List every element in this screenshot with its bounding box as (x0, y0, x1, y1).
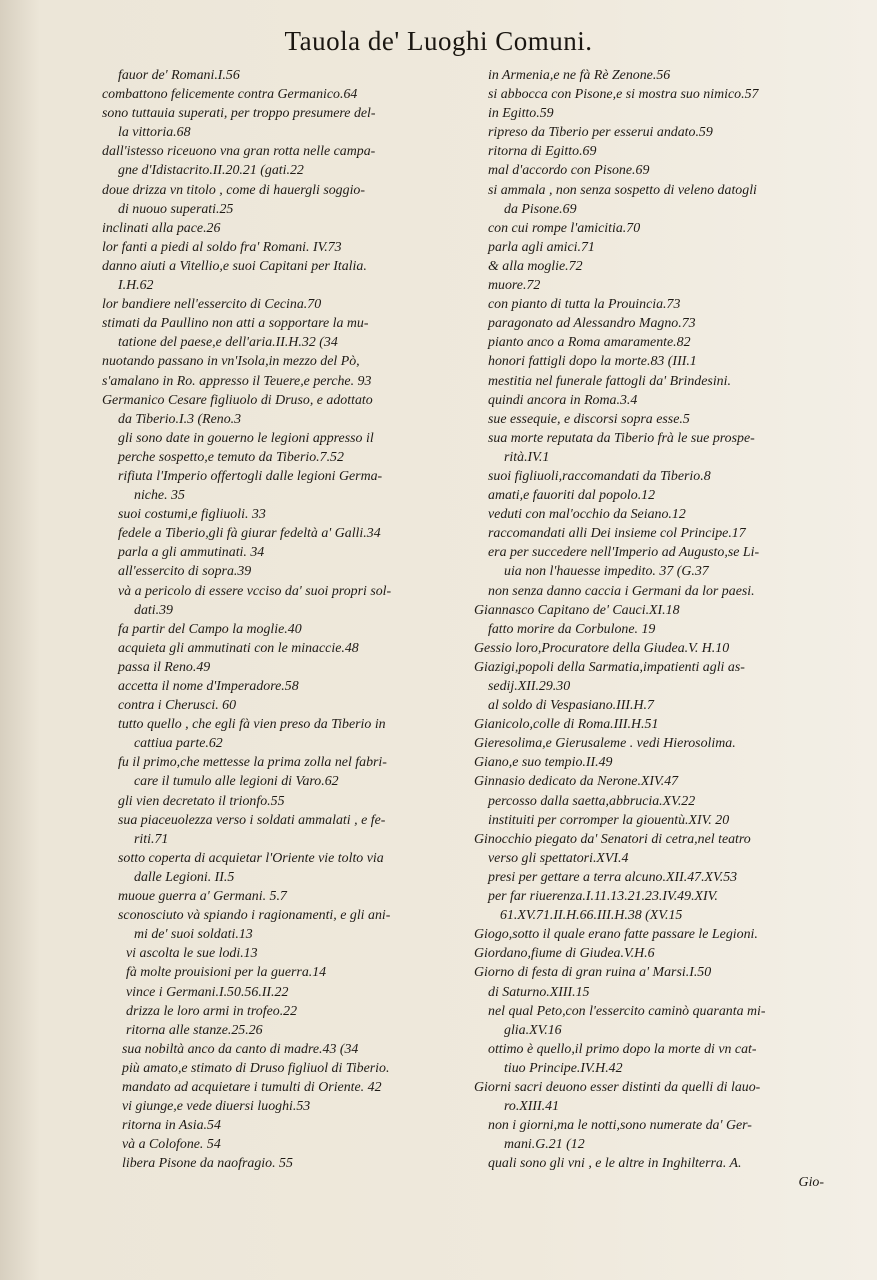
index-line: si abbocca con Pisone,e si mostra suo nimico.57 (488, 87, 759, 103)
index-line: la vittoria.68 (118, 125, 191, 141)
index-line: gli sono date in gouerno le legioni appresso il (118, 430, 374, 446)
index-line: pianto anco a Roma amaramente.82 (488, 335, 691, 351)
index-line: & alla moglie.72 (488, 258, 583, 274)
index-line: fu il primo,che mettesse la prima zolla nel fabri- (118, 755, 387, 771)
index-line: lor bandiere nell'essercito di Cecina.70 (102, 297, 322, 313)
index-line: presi per gettare a terra alcuno.XII.47.XV.53 (488, 869, 738, 885)
index-line: I.H.62 (118, 278, 154, 294)
index-line: perche sospetto,e temuto da Tiberio.7.52 (118, 449, 344, 465)
index-line: parla a gli ammutinati. 34 (118, 545, 265, 561)
index-line: và a pericolo di essere vcciso da' suoi propri sol- (118, 583, 392, 599)
index-line: sconosciuto và spiando i ragionamenti, e gli ani- (118, 908, 391, 924)
index-line: non i giorni,ma le notti,sono numerate da' Ger- (488, 1118, 752, 1134)
index-line: uia non l'hauesse impedito. 37 (G.37 (504, 564, 709, 580)
index-line: contra i Cherusci. 60 (118, 698, 237, 714)
index-line: cattiua parte.62 (134, 736, 223, 752)
index-line: Giogo,sotto il quale erano fatte passare le Legioni. (474, 927, 758, 943)
index-line: tiuo Principe.IV.H.42 (504, 1060, 623, 1076)
index-line: riti.71 (134, 831, 169, 847)
index-line: Gianicolo,colle di Roma.III.H.51 (474, 717, 659, 733)
index-line: dalle Legioni. II.5 (134, 869, 235, 885)
index-line: rità.IV.1 (504, 449, 550, 465)
index-line: care il tumulo alle legioni di Varo.62 (134, 774, 339, 790)
index-line: amati,e fauoriti dal popolo.12 (488, 488, 656, 504)
index-line: fà molte prouisioni per la guerra.14 (126, 965, 327, 981)
index-line: era per succedere nell'Imperio ad Augusto,se Li- (488, 545, 760, 561)
index-line: mani.G.21 (12 (504, 1137, 585, 1153)
index-line: verso gli spettatori.XVI.4 (488, 850, 629, 866)
index-line: Giorno di festa di gran ruina a' Marsi.I.50 (474, 965, 712, 981)
index-line: ritorna in Asia.54 (122, 1118, 221, 1134)
index-line: Giannasco Capitano de' Cauci.XI.18 (474, 602, 680, 618)
index-line: con cui rompe l'amicitia.70 (488, 220, 641, 236)
index-line: honori fattigli dopo la morte.83 (III.1 (488, 354, 697, 370)
catchword: Gio- (798, 1175, 824, 1191)
index-line: con pianto di tutta la Prouincia.73 (488, 297, 681, 313)
index-line: fauor de' Romani.I.56 (118, 68, 240, 83)
index-line: Gieresolima,e Gierusaleme . vedi Hierosolima. (474, 736, 736, 752)
index-line: nuotando passano in vn'Isola,in mezzo del Pò, (102, 354, 360, 370)
index-line: sotto coperta di acquietar l'Oriente vie tolto via (118, 850, 384, 866)
index-line: Ginocchio piegato da' Senatori di cetra,nel teatro (474, 831, 751, 847)
index-line: acquieta gli ammutinati con le minaccie.48 (118, 640, 359, 656)
index-line: Giano,e suo tempio.II.49 (474, 755, 613, 771)
index-line: ritorna alle stanze.25.26 (126, 1022, 263, 1038)
index-line: suoi figliuoli,raccomandati da Tiberio.8 (488, 468, 711, 484)
index-line: combattono felicemente contra Germanico.64 (102, 87, 358, 103)
index-line: tutto quello , che egli fà vien preso da Tiberio in (118, 717, 386, 733)
index-line: libera Pisone da naofragio. 55 (122, 1156, 293, 1172)
index-line: muoue guerra a' Germani. 5.7 (118, 889, 287, 905)
index-line: sue essequie, e discorsi sopra esse.5 (488, 411, 690, 427)
index-line: glia.XV.16 (504, 1022, 562, 1038)
index-line: nel qual Peto,con l'essercito caminò quaranta mi- (488, 1003, 766, 1019)
index-line: muore.72 (488, 278, 541, 294)
index-line: và a Colofone. 54 (122, 1137, 221, 1153)
index-line: vi giunge,e vede diuersi luoghi.53 (122, 1099, 311, 1115)
index-line: sua nobiltà anco da canto di madre.43 (34 (122, 1041, 359, 1057)
index-line: sua morte reputata da Tiberio frà le sue prospe- (488, 430, 755, 446)
index-line: paragonato ad Alessandro Magno.73 (488, 316, 696, 332)
index-line: instituiti per corromper la giouentù.XIV. 20 (488, 812, 730, 828)
index-line: dall'istesso riceuono vna gran rotta nelle campa- (102, 144, 376, 160)
index-line: mi de' suoi soldati.13 (134, 927, 253, 943)
index-line: Giazigi,popoli della Sarmatia,impatienti agli as- (474, 659, 745, 675)
index-line: Ginnasio dedicato da Nerone.XIV.47 (474, 774, 679, 790)
index-line: veduti con mal'occhio da Seiano.12 (488, 507, 686, 523)
index-line: in Egitto.59 (488, 106, 554, 122)
index-line: dati.39 (134, 602, 173, 618)
index-line: stimati da Paullino non atti a sopportare la mu- (102, 316, 369, 332)
index-line: per far riuerenza.I.11.13.21.23.IV.49.XIV. (488, 889, 718, 905)
index-line: di Saturno.XIII.15 (488, 984, 590, 1000)
index-line: in Armenia,e ne fà Rè Zenone.56 (488, 68, 671, 83)
index-line: vince i Germani.I.50.56.II.22 (126, 984, 289, 1000)
index-line: doue drizza vn titolo , come di hauergli soggio- (102, 182, 365, 198)
index-line: non senza danno caccia i Germani da lor paesi. (488, 583, 755, 599)
index-line: quali sono gli vni , e le altre in Inghilterra. A. (488, 1156, 742, 1172)
index-line: mal d'accordo con Pisone.69 (488, 163, 650, 179)
index-line: gne d'Idistacrito.II.20.21 (gati.22 (118, 163, 304, 179)
page-title: Tauola de' Luoghi Comuni. (284, 26, 593, 56)
index-line: rifiuta l'Imperio offertogli dalle legioni Germa- (118, 468, 383, 484)
index-line: ritorna di Egitto.69 (488, 144, 597, 160)
index-line: s'amalano in Ro. appresso il Teuere,e perche. 93 (102, 373, 372, 389)
index-line: drizza le loro armi in trofeo.22 (126, 1003, 298, 1019)
index-line: al soldo di Vespasiano.III.H.7 (488, 698, 654, 714)
index-line: accetta il nome d'Imperadore.58 (118, 679, 299, 694)
index-line: suoi costumi,e figliuoli. 33 (118, 507, 266, 523)
index-line: lor fanti a piedi al soldo fra' Romani. IV.73 (102, 239, 342, 255)
index-line: all'essercito di sopra.39 (118, 564, 252, 580)
index-line: Giordano,fiume di Giudea.V.H.6 (474, 946, 655, 962)
index-line: raccomandati alli Dei insieme col Principe.17 (488, 526, 746, 542)
index-line: fatto morire da Corbulone. 19 (488, 621, 656, 637)
index-line: mandato ad acquietare i tumulti di Oriente. 42 (122, 1079, 382, 1095)
index-line: si ammala , non senza sospetto di veleno datogli (488, 182, 757, 198)
index-line: sono tuttauia superati, per troppo presumere del- (102, 106, 376, 122)
index-line: Gessio loro,Procuratore della Giudea.V. H.10 (474, 640, 730, 656)
index-line: più amato,e stimato di Druso figliuol di Tiberio. (122, 1060, 390, 1076)
index-line: tatione del paese,e dell'aria.II.H.32 (34 (118, 335, 338, 351)
index-line: ottimo è quello,il primo dopo la morte di vn cat- (488, 1041, 757, 1057)
index-line: inclinati alla pace.26 (102, 220, 221, 236)
index-line: da Pisone.69 (504, 201, 577, 217)
index-line: niche. 35 (134, 488, 185, 504)
index-line: di nuouo superati.25 (118, 201, 234, 217)
index-column-left (102, 66, 464, 1173)
index-line: parla agli amici.71 (488, 239, 595, 255)
index-line: danno aiuti a Vitellio,e suoi Capitani per Italia. (102, 258, 367, 274)
index-line: quindi ancora in Roma.3.4 (488, 392, 638, 408)
index-line: fa partir del Campo la moglie.40 (118, 621, 302, 637)
index-line: Germanico Cesare figliuolo di Druso, e adottato (102, 392, 373, 408)
index-line: ripreso da Tiberio per esserui andato.59 (488, 125, 713, 141)
index-line: sedij.XII.29.30 (488, 679, 571, 694)
index-line: 61.XV.71.II.H.66.III.H.38 (XV.15 (500, 908, 683, 924)
index-line: gli vien decretato il trionfo.55 (118, 793, 285, 809)
index-line: ro.XIII.41 (504, 1099, 560, 1115)
index-line: sua piaceuolezza verso i soldati ammalati , e fe- (118, 812, 386, 828)
index-line: passa il Reno.49 (118, 659, 211, 675)
index-line: da Tiberio.I.3 (Reno.3 (118, 411, 242, 427)
index-line: mestitia nel funerale fattogli da' Brindesini. (488, 373, 731, 389)
index-line: Giorni sacri deuono esser distinti da quelli di lauo- (474, 1079, 761, 1095)
index-line: vi ascolta le sue lodi.13 (126, 946, 258, 962)
index-column-right (474, 66, 836, 1193)
index-line: fedele a Tiberio,gli fà giurar fedeltà a' Galli.34 (118, 526, 381, 542)
index-line: percosso dalla saetta,abbrucia.XV.22 (488, 793, 696, 809)
